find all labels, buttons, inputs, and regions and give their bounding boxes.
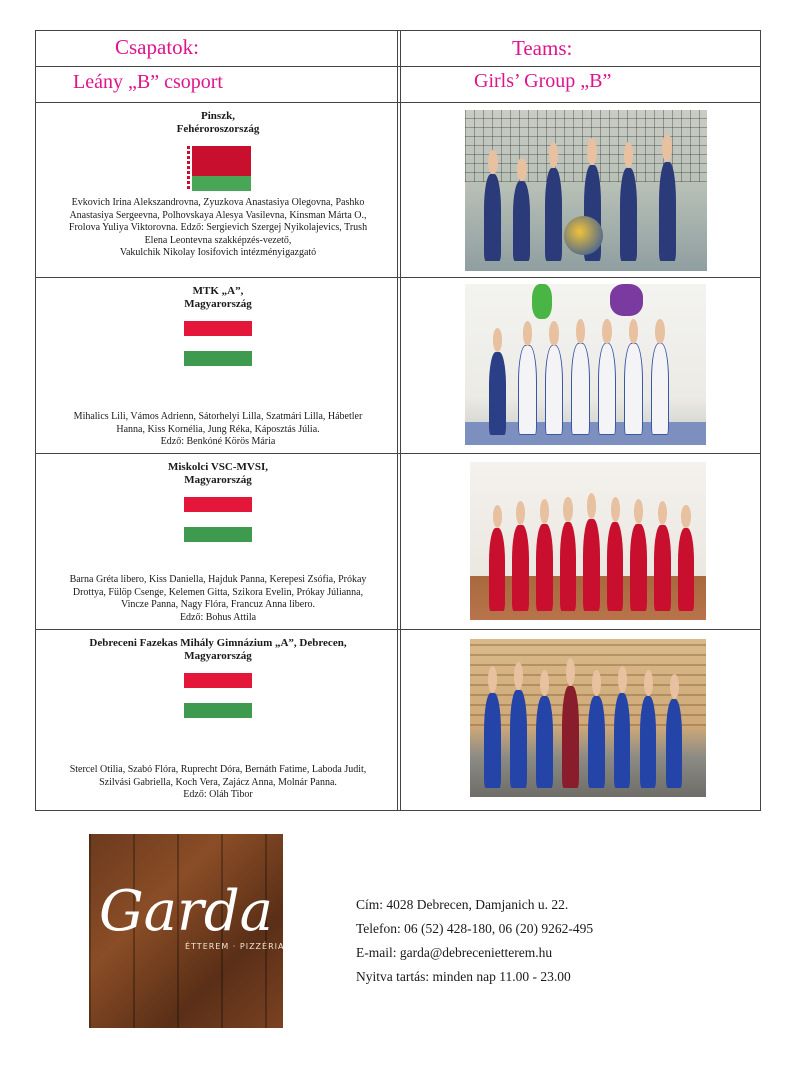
team-name (44, 637, 392, 663)
members-line: Stercel Otilia, Szabó Flóra, Ruprecht Dóra, Bernáth Fatime, Laboda Judit, (69, 764, 367, 775)
email: E-mail: garda@debrecenietterem.hu (356, 945, 553, 960)
members-line: Drottya, Fülöp Csenge, Kelemen Gitta, Szikora Evelin, Prókay Júlianna, (72, 586, 364, 598)
flag-stripe-white (184, 688, 252, 703)
members-line: Anastasiya Sergeevna, Polhovskaya Alesya Vasilevna, Kinsman Márta O., (69, 209, 367, 221)
flag-stripe-red (192, 146, 251, 176)
garda-logo (89, 834, 283, 1028)
player (651, 343, 670, 435)
team-photo-pinszk (465, 110, 707, 271)
logo-name: Garda (98, 879, 274, 944)
flag-stripe-red (184, 673, 252, 688)
player (614, 693, 631, 788)
player (607, 522, 624, 610)
player (640, 696, 657, 788)
player (588, 696, 605, 788)
flag-ornament (185, 146, 192, 191)
members-line: Edző: Bohus Attila (179, 611, 257, 623)
player (536, 524, 553, 611)
team-cell-pinszk (44, 103, 392, 191)
belarus-flag-icon (185, 146, 251, 191)
address: Cím: 4028 Debrecen, Damjanich u. 22. (356, 897, 569, 912)
player (545, 168, 562, 261)
volleyball (564, 216, 603, 255)
wall-decoration (610, 284, 644, 316)
player (620, 168, 637, 261)
left-group-title: Leány „B” csoport (73, 71, 223, 93)
left-title: Csapatok: (115, 35, 199, 59)
player (560, 522, 577, 610)
player (484, 174, 501, 261)
flag-stripe-red (184, 321, 252, 336)
flag-stripe-white (184, 512, 252, 527)
player (624, 343, 643, 435)
members-line: Vincze Panna, Nagy Flóra, Francuz Anna libero. (120, 599, 316, 610)
flag-stripe-green (184, 703, 252, 718)
team-name (44, 461, 392, 487)
player (512, 525, 529, 610)
contact-info (356, 893, 593, 989)
team-country: Magyarország (184, 474, 252, 486)
team-name-line: Miskolci VSC-MVSI, (167, 461, 269, 473)
team-members (44, 574, 392, 624)
team-members (44, 197, 392, 260)
player (583, 519, 600, 611)
player (659, 162, 676, 262)
team-country: Magyarország (184, 298, 252, 310)
right-group-title: Girls’ Group „B” (474, 70, 612, 92)
hungary-flag-icon (184, 673, 252, 718)
team-photo-miskolc (470, 462, 706, 620)
members-line: Frolova Yuliya Viktorovna. Edző: Sergievich Szergej Nyikolajevics, Trush (68, 222, 368, 233)
teams-table (35, 30, 761, 811)
right-title: Teams: (512, 36, 573, 60)
flag-body (192, 146, 251, 191)
members-line: Edző: Oláh Tibor (183, 789, 253, 800)
team-photo-debrecen (470, 639, 706, 797)
coach (562, 686, 579, 787)
player (489, 528, 506, 610)
hungary-flag-icon (184, 497, 252, 542)
team-name-line: MTK „A”, (192, 285, 244, 297)
logo-subtitle: ÉTTEREM · PIZZÉRIA (185, 942, 285, 951)
flag-stripe-green (184, 351, 252, 366)
player (545, 345, 564, 436)
members-line: Edző: Benkóné Körös Mária (160, 436, 276, 447)
player (678, 528, 695, 610)
team-name (44, 110, 392, 136)
flag-stripe-green (192, 176, 251, 191)
members-line: Barna Gréta libero, Kiss Daniella, Hajduk Panna, Kerepesi Zsófia, Prókay (69, 574, 367, 585)
flag-stripe-red (184, 497, 252, 512)
row-divider (36, 66, 760, 67)
wall-decoration (532, 284, 551, 319)
player (536, 696, 553, 788)
team-country: Magyarország (184, 650, 252, 662)
members-line: Evkovich Irina Alekszandrovna, Zyuzkova Anastasiya Olegovna, Pashko (71, 197, 365, 208)
phone: Telefon: 06 (52) 428-180, 06 (20) 9262-495 (356, 921, 594, 936)
coach (489, 352, 506, 436)
members-line: Mihalics Lili, Vámos Adrienn, Sátorhelyi Lilla, Szatmári Lilla, Hábetler (73, 411, 363, 422)
flag-stripe-white (184, 336, 252, 351)
player (571, 343, 590, 435)
player (510, 690, 527, 788)
flag-stripe-green (184, 527, 252, 542)
team-cell-miskolc (44, 454, 392, 542)
team-name-line: Debreceni Fazekas Mihály Gimnázium „A”, Debrecen, (89, 637, 347, 649)
column-divider (397, 31, 401, 810)
player (598, 343, 617, 435)
team-name (44, 285, 392, 311)
player (518, 345, 537, 436)
team-members (44, 411, 392, 449)
player (484, 693, 501, 788)
team-cell-mtk (44, 278, 392, 366)
player (630, 524, 647, 611)
members-line: Hanna, Kiss Kornélia, Jung Réka, Káposztás Júlia. (116, 423, 320, 435)
team-country: Fehéroroszország (176, 123, 260, 135)
hungary-flag-icon (184, 321, 252, 366)
opening-hours: Nyitva tartás: minden nap 11.00 - 23.00 (356, 969, 571, 984)
members-line: Szilvási Gabriella, Koch Vera, Zajácz Anna, Molnár Panna. (99, 776, 337, 788)
team-cell-debrecen (44, 630, 392, 718)
members-line: Elena Leontevna szakképzés-vezető, (144, 234, 292, 246)
members-line: Vakulchik Nikolay Iosifovich intézményigazgató (119, 247, 317, 258)
team-photo-mtk (465, 284, 706, 445)
player (666, 699, 683, 787)
player (513, 181, 530, 262)
player (654, 525, 671, 610)
team-members (44, 764, 392, 802)
team-name-line: Pinszk, (201, 110, 235, 122)
